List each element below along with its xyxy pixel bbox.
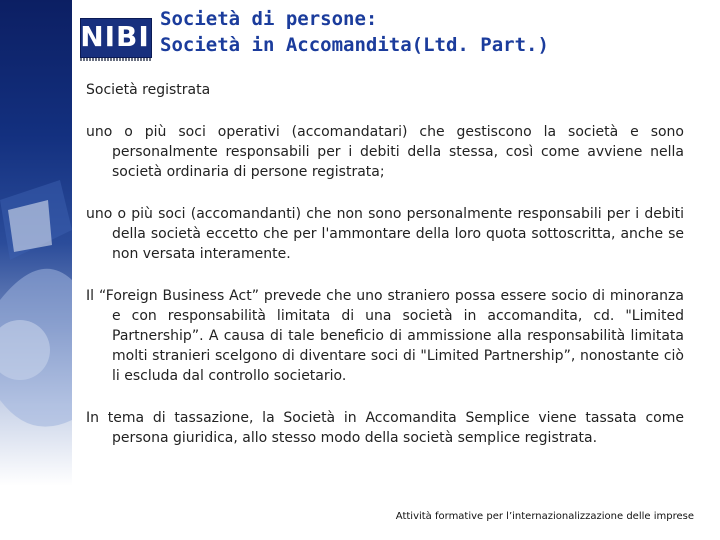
decorative-side-image	[0, 0, 72, 540]
title-line-2: Società in Accomandita(Ltd. Part.)	[160, 34, 549, 56]
paragraph-4: In tema di tassazione, la Società in Accomandita Semplice viene tassata come persona giuridica, allo stesso modo della società semplice registrata.	[86, 410, 684, 446]
logo-tagline	[80, 58, 152, 61]
nibi-logo	[80, 18, 152, 62]
paragraph-3: Il “Foreign Business Act” prevede che uno straniero possa essere socio di minoranza e con responsabilità limitata di una società in accomandita, cd. "Limited Partnership”. A causa di tale beneficio di ammissione alla responsabilità limitata molti stranieri scelgono di diventare soci di "Limited Partnership”, nonostante ciò li escluda dal controllo societario.	[86, 288, 684, 384]
paragraph-1: uno o più soci operativi (accomandatari) che gestiscono la società e sono personalmente responsabili per i debiti della stessa, così come avviene nella società ordinaria di persone registrata;	[86, 124, 684, 180]
section-heading: Società registrata	[86, 82, 211, 98]
footer-text: Attività formative per l’internazionalizzazione delle imprese	[395, 511, 694, 522]
page-title	[160, 6, 549, 58]
logo-text: NIBI	[80, 20, 150, 53]
paragraph-2: uno o più soci (accomandanti) che non sono personalmente responsabili per i debiti della società eccetto che per l'ammontare della loro quota sottoscritta, anche se non versata interamente.	[86, 206, 684, 262]
title-line-1: Società di persone:	[160, 8, 378, 30]
slide-content	[86, 80, 684, 470]
